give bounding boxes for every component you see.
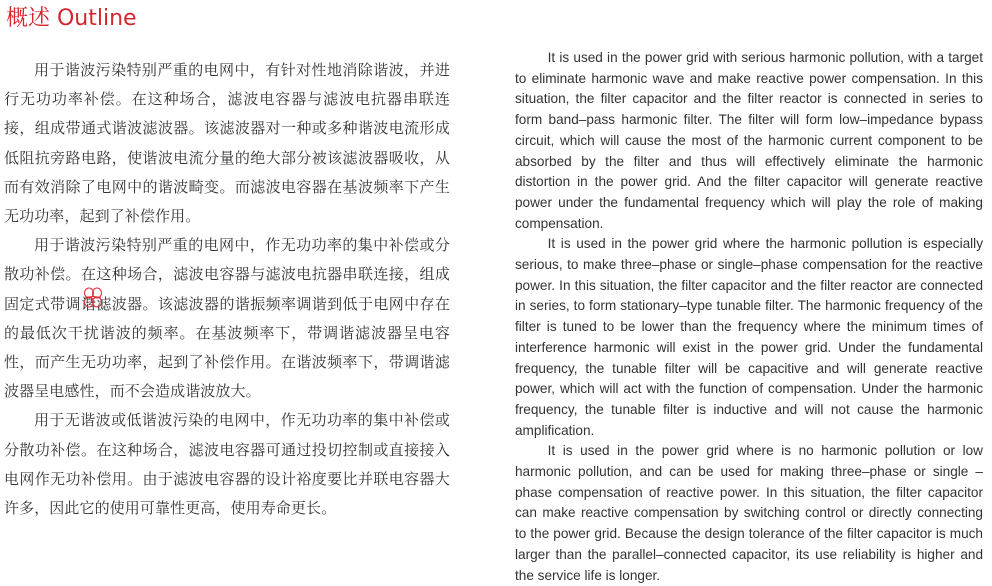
chinese-paragraph-2: 用于谐波污染特别严重的电网中，作无功功率的集中补偿或分散功补偿。在这种场合，滤波电容器与滤波电抗器串联连接，组成固定式带调谐滤波器。该滤波器的谐振频率调谐到低于电网中存在的最低次干扰谐波的频率。在基波频率下，带调谐滤波器呈电容性，而产生无功功率，起到了补偿作用。在谐波频率下，带调谐滤波器呈电感性，而不会造成谐波放大。 bbox=[4, 236, 450, 401]
chinese-text-column bbox=[4, 56, 450, 523]
chinese-paragraph-3: 用于无谐波或低谐波污染的电网中，作无功功率的集中补偿或分散功补偿。在这种场合，滤波电容器可通过投切控制或直接接入电网作无功补偿用。由于滤波电容器的设计裕度要比并联电容器大许多，因此它的使用可靠性更高，使用寿命更长。 bbox=[4, 411, 450, 518]
chinese-paragraph-1: 用于谐波污染特别严重的电网中，有针对性地消除谐波，并进行无功功率补偿。在这种场合，滤波电容器与滤波电抗器串联连接，组成带通式谐波滤波器。该滤波器对一种或多种谐波电流形成低阻抗旁路电路，使谐波电流分量的绝大部分被该滤波器吸收，从而有效消除了电网中的谐波畸变。而滤波电容器在基波频率下产生无功功率，起到了补偿作用。 bbox=[4, 61, 450, 226]
page-title: 概述 Outline bbox=[6, 6, 137, 31]
english-paragraph-1: It is used in the power grid with serious harmonic pollution, with a target to eliminate harmonic wave and make reactive power compensation. In this situation, the filter capacitor and the filter reactor is connected in series to form band–pass harmonic filter. The filter will form low–impedance bypass circuit, which will cause the most of the harmonic current component to be absorbed by the filter and thus will effectively eliminate the harmonic distortion in the power grid. And the filter capacitor will generate reactive power under the fundamental frequency which will play the role of making compensation. bbox=[515, 50, 983, 231]
english-paragraph-3: It is used in the power grid where is no harmonic pollution or low harmonic pollution, and can be used for making three–phase or single –phase compensation of reactive power. In this situation, the filter capacitor can make reactive compensation by switching control or directly connecting to the power grid. Because the design tolerance of the filter capacitor is much larger than the parallel–connected capacitor, its use reliability is higher and the service life is longer. bbox=[515, 443, 983, 583]
english-paragraph-2: It is used in the power grid where the harmonic pollution is especially serious, to make three–phase or single–phase compensation for the reactive power. In this situation, the filter capacitor and the filter reactor are connected in series, to form stationary–type tunable filter. The harmonic frequency of the filter is tuned to be lower than the frequency where the minimum times of interference harmonic will exist in the power grid. Under the fundamental frequency, the tunable filter will be capacitive and will generate reactive power, which will act with the function of compensation. Under the harmonic frequency, the tunable filter is inductive and will not cause the harmonic amplification. bbox=[515, 236, 983, 438]
english-text-column bbox=[515, 48, 983, 586]
